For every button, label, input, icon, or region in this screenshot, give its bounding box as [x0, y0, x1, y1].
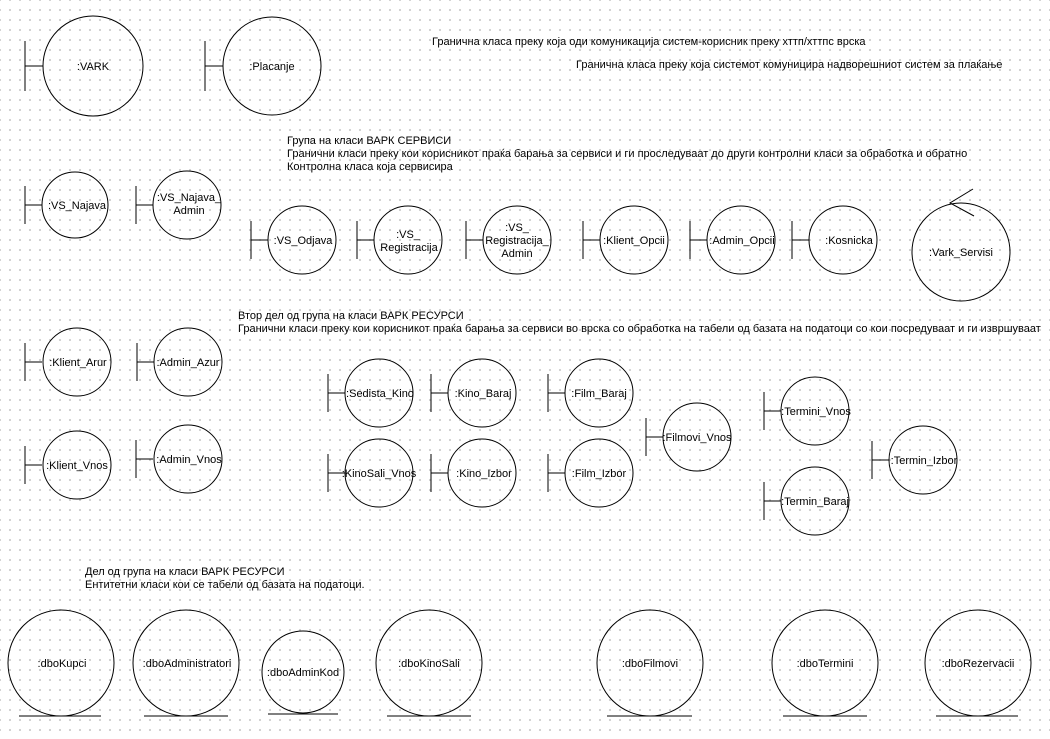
boundary-termin-baraj[interactable]	[764, 467, 849, 535]
boundary-vs-registracija-label-1: :VS_	[396, 229, 420, 241]
entity-dbo-kino-sali-label: :dboKinoSali	[398, 658, 460, 670]
entity-dbo-admin-kod[interactable]	[262, 631, 344, 714]
boundary-vs-najava[interactable]	[25, 172, 108, 238]
boundary-klient-opcii[interactable]	[583, 206, 668, 274]
boundary-klient-arur-label: :Klient_Arur	[49, 357, 107, 369]
boundary-termin-baraj-label: :Termin_Baraj	[781, 496, 849, 508]
boundary-vs-registracija-admin[interactable]	[466, 206, 551, 274]
boundary-klient-arur[interactable]	[25, 328, 111, 396]
boundary-film-baraj[interactable]	[548, 359, 633, 427]
boundary-admin-azur[interactable]	[137, 328, 222, 396]
boundary-vs-registracija-admin-label-1: :VS_	[505, 222, 529, 234]
control-vark-servisi[interactable]	[912, 189, 1010, 301]
note-resources-line2: Гранични класи преку кои корисникот праќа барања за сервиси во врска со обработка на табели од базата на податоци со кои посредуваат и ги извршуваат	[238, 323, 1041, 335]
boundary-vs-registracija[interactable]	[357, 206, 442, 274]
boundary-kinosali-vnos-label: :KinoSali_Vnos	[341, 468, 417, 480]
boundary-filmovi-vnos-label: :Filmovi_Vnos	[662, 432, 732, 444]
boundary-kino-izbor[interactable]	[431, 439, 516, 507]
boundary-kosnicka[interactable]	[792, 206, 877, 274]
note-boundary-external: Гранична класа преку која системот комуницира надворешниот систем за плаќање	[576, 59, 1003, 71]
boundary-film-baraj-label: :Film_Baraj	[571, 388, 627, 400]
boundary-vs-registracija-admin-label-3: Admin	[501, 248, 533, 260]
boundary-termin-izbor-label: :Termin_Izbor	[890, 455, 958, 467]
entity-dbo-administratori[interactable]	[133, 610, 239, 716]
boundary-vs-najava-admin-label-1: :VS_Najava_	[156, 192, 222, 204]
boundary-vs-najava-label: :VS_Najava	[47, 200, 107, 212]
boundary-vs-registracija-admin-label-2: Registracija_	[485, 235, 549, 247]
boundary-kino-baraj-label: :Kino_Baraj	[454, 388, 512, 400]
entity-dbo-admin-kod-label: :dboAdminKod	[266, 667, 340, 679]
entity-dbo-termini-label: :dboTermini	[796, 658, 854, 670]
entity-dbo-kino-sali[interactable]	[376, 610, 482, 716]
boundary-admin-opcii[interactable]	[690, 206, 775, 274]
note-entities-line1: Дел од група на класи ВАРК РЕСУРСИ	[85, 566, 285, 578]
boundary-kinosali-vnos[interactable]	[328, 439, 417, 507]
boundary-placanje[interactable]	[205, 17, 321, 115]
note-resources-line1: Втор дел од група на класи ВАРК РЕСУРСИ	[238, 310, 464, 322]
boundary-vs-odjava[interactable]	[251, 206, 336, 274]
boundary-kosnicka-label: :Kosnicka	[825, 235, 873, 247]
control-vark-servisi-label: :Vark_Servisi	[929, 247, 993, 259]
entity-dbo-filmovi-label: :dboFilmovi	[621, 658, 679, 670]
control-arrow-icon	[950, 189, 974, 216]
boundary-film-izbor[interactable]	[548, 439, 633, 507]
boundary-sedista-kino[interactable]	[328, 359, 414, 427]
boundary-vs-najava-admin-label-2: Admin	[173, 205, 205, 217]
note-entities-line2: Ентитетни класи кои се табели од базата на податоци.	[85, 579, 365, 591]
boundary-klient-vnos-label: :Klient_Vnos	[46, 460, 108, 472]
entity-dbo-filmovi[interactable]	[597, 610, 703, 716]
note-services-line3: Контролна класа која сервисира	[287, 161, 453, 173]
entity-dbo-kupci-label: :dboKupci	[37, 658, 87, 670]
note-services-line1: Група на класи ВАРК СЕРВИСИ	[287, 135, 452, 147]
boundary-vark-label: :VARK	[76, 61, 110, 73]
boundary-klient-vnos[interactable]	[25, 431, 111, 499]
boundary-vs-odjava-label: :VS_Odjava	[273, 235, 333, 247]
boundary-kino-izbor-label: :Kino_Izbor	[456, 468, 512, 480]
boundary-vs-registracija-label-2: Registracija	[380, 242, 438, 254]
boundary-klient-opcii-label: :Klient_Opcii	[603, 235, 665, 247]
boundary-termini-vnos[interactable]	[764, 377, 851, 445]
boundary-sedista-kino-label: :Sedista_Kino	[346, 388, 414, 400]
entity-dbo-kupci[interactable]	[8, 610, 114, 716]
boundary-admin-azur-label: :Admin_Azur	[156, 357, 220, 369]
note-boundary-http: Гранична класа преку која оди комуникација систем-корисник преку хттп/хттпс врска	[432, 36, 866, 48]
entity-dbo-rezervacii[interactable]	[925, 610, 1031, 716]
entity-dbo-administratori-label: :dboAdministratori	[142, 658, 232, 670]
boundary-termini-vnos-label: :Termini_Vnos	[781, 406, 851, 418]
boundary-filmovi-vnos[interactable]	[646, 403, 732, 471]
boundary-admin-vnos[interactable]	[136, 425, 222, 493]
boundary-vs-najava-admin[interactable]	[136, 171, 222, 239]
boundary-kino-baraj[interactable]	[431, 359, 516, 427]
entity-dbo-rezervacii-label: :dboRezervacii	[941, 658, 1015, 670]
note-services-line2: Гранични класи преку кои корисникот праќа барања за сервиси и ги проследуваат до други контролни класи за обработка и обратно	[287, 148, 968, 160]
boundary-film-izbor-label: :Film_Izbor	[571, 468, 627, 480]
boundary-admin-opcii-label: :Admin_Opcii	[709, 235, 775, 247]
entity-dbo-termini[interactable]	[772, 610, 878, 716]
boundary-termin-izbor[interactable]	[872, 426, 958, 494]
boundary-vark[interactable]	[25, 16, 143, 116]
boundary-placanje-label: :Placanje	[249, 61, 295, 73]
boundary-admin-vnos-label: :Admin_Vnos	[156, 454, 222, 466]
